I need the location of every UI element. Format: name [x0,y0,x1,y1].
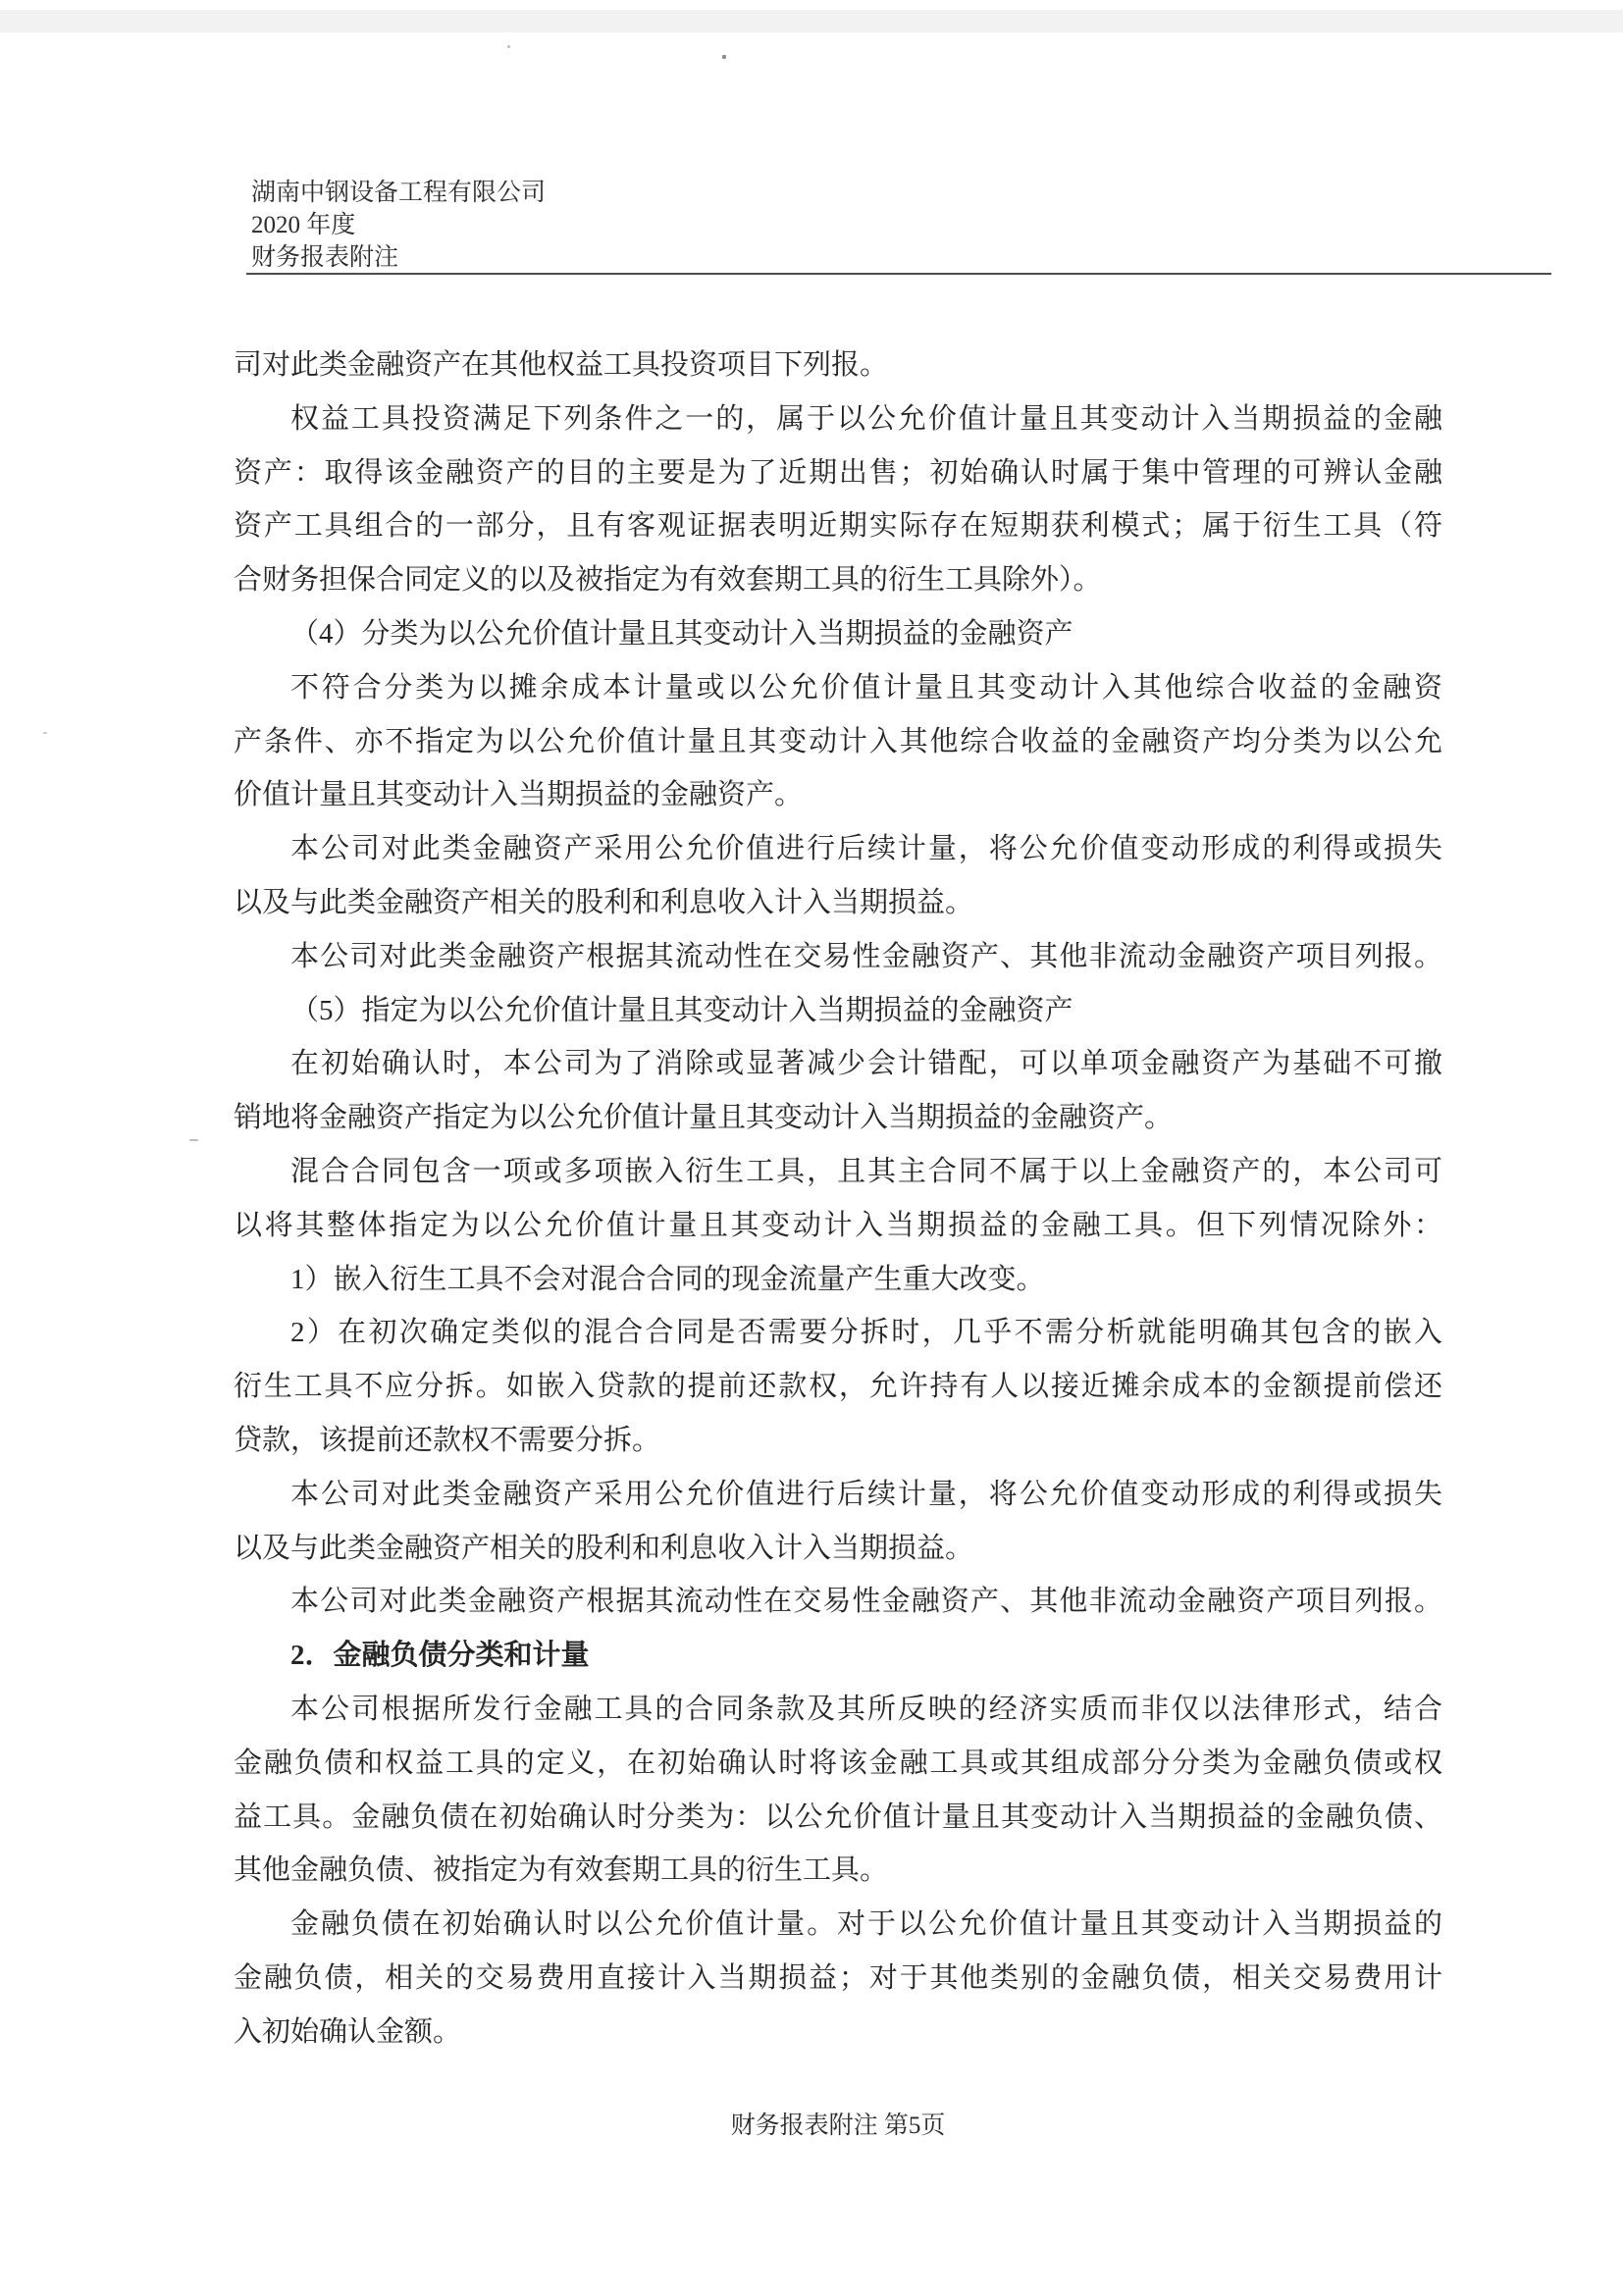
body-line: 本公司对此类金融资产采用公允价值进行后续计量，将公允价值变动形成的利得或损失 [290,1478,1442,1510]
body-line: （4）分类为以公允价值计量且其变动计入当期损益的金融资产 [290,617,1073,650]
body-line: 2）在初次确定类似的混合合同是否需要分拆时，几乎不需分析就能明确其包含的嵌入 [290,1317,1442,1349]
body-line: 金融负债和权益工具的定义，在初始确认时将该金融工具或其组成部分分类为金融负债或权 [234,1747,1442,1779]
header-divider-line [246,273,1551,275]
body-line: 金融负债，相关的交易费用直接计入当期损益；对于其他类别的金融负债，相关交易费用计 [234,1961,1442,1994]
company-name: 湖南中钢设备工程有限公司 [251,180,547,206]
body-line: 以将其整体指定为以公允价值计量且其变动计入当期损益的金融工具。但下列情况除外： [234,1209,1442,1241]
body-line: 司对此类金融资产在其他权益工具投资项目下列报。 [234,349,889,381]
page-footer [234,2106,1442,2141]
body-line: 合财务担保合同定义的以及被指定为有效套期工具的衍生工具除外）。 [234,564,1102,597]
scan-speck [507,45,510,48]
body-line: 价值计量且其变动计入当期损益的金融资产。 [234,779,804,811]
body-line: 不符合分类为以摊余成本计量或以公允价值计量且其变动计入其他综合收益的金融资 [290,671,1442,704]
section-heading: 2．金融负债分类和计量 [290,1640,590,1672]
body-line: 衍生工具不应分拆。如嵌入贷款的提前还款权，允许持有人以接近摊余成本的金额提前偿还 [234,1371,1442,1403]
body-line: 金融负债在初始确认时以公允价值计量。对于以公允价值计量且其变动计入当期损益的 [290,1908,1442,1941]
body-line: 以及与此类金融资产相关的股利和利息收入计入当期损益。 [234,886,974,918]
body-line: 资产：取得该金融资产的目的主要是为了近期出售；初始确认时属于集中管理的可辨认金融 [234,456,1442,489]
scan-artifact-band [0,10,1623,32]
body-line: 本公司对此类金融资产根据其流动性在交易性金融资产、其他非流动金融资产项目列报。 [290,940,1442,972]
body-line: 入初始确认金额。 [234,2015,462,2048]
body-line: 其他金融负债、被指定为有效套期工具的衍生工具。 [234,1854,889,1887]
body-line: 本公司对此类金融资产根据其流动性在交易性金融资产、其他非流动金融资产项目列报。 [290,1586,1442,1618]
document-body [234,339,1442,2060]
body-line: 混合合同包含一项或多项嵌入衍生工具，且其主合同不属于以上金融资产的，本公司可 [290,1155,1442,1187]
body-line: 益工具。金融负债在初始确认时分类为：以公允价值计量且其变动计入当期损益的金融负债、 [234,1800,1442,1833]
body-line: 权益工具投资满足下列条件之一的，属于以公允价值计量且其变动计入当期损益的金融 [290,402,1442,435]
footer-page-label: 财务报表附注 第5页 [730,2113,946,2139]
page-header [251,177,546,274]
body-line: 在初始确认时，本公司为了消除或显著减少会计错配，可以单项金融资产为基础不可撤 [290,1048,1442,1080]
body-line: 贷款，该提前还款权不需要分拆。 [234,1424,661,1456]
body-line: 产条件、亦不指定为以公允价值计量且其变动计入其他综合收益的金融资产均分类为以公允 [234,725,1442,757]
body-line: （5）指定为以公允价值计量且其变动计入当期损益的金融资产 [290,994,1073,1026]
body-line: 本公司根据所发行金融工具的合同条款及其所反映的经济实质而非仅以法律形式，结合 [290,1693,1442,1725]
scan-speck [43,732,47,734]
body-line: 本公司对此类金融资产采用公允价值进行后续计量，将公允价值变动形成的利得或损失 [290,833,1442,865]
body-line: 资产工具组合的一部分，且有客观证据表明近期实际存在短期获利模式；属于衍生工具（符 [234,510,1442,543]
body-line: 以及与此类金融资产相关的股利和利息收入计入当期损益。 [234,1532,974,1564]
body-line: 1）嵌入衍生工具不会对混合合同的现金流量产生重大改变。 [290,1263,1045,1295]
body-line: 销地将金融资产指定为以公允价值计量且其变动计入当期损益的金融资产。 [234,1102,1174,1134]
scan-speck [722,55,726,59]
document-title: 财务报表附注 [251,244,399,271]
scan-speck [189,1139,198,1141]
fiscal-year: 2020 年度 [251,212,356,238]
